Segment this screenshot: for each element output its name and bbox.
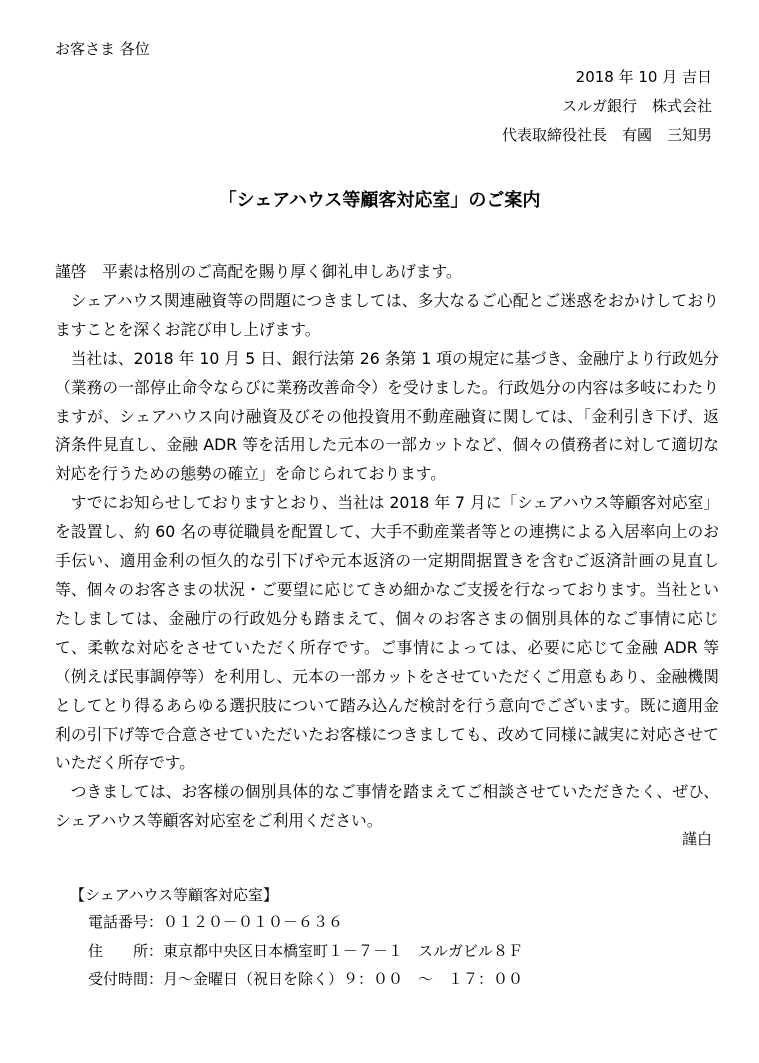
letter-body [55,258,719,836]
consultation-paragraph: つきましては、お客様の個別具体的なご事情を踏まえてご相談させていただきたく、ぜひ、シェアハウス等顧客対応室をご利用ください。 [55,782,719,831]
support-paragraph: すでにお知らせしておりますとおり、当社は 2018 年 7 月に「シェアハウス等顧客対応室」を設置し、約 60 名の専従職員を配置して、大手不動産業者等との連携による入居率向上のお手伝い、適用金利の恒久的な引下げや元本返済の一定期間据置きを含むご返済計画の見直し等、個々のお客さまの状況・ご要望に応じてきめ細かなご支援を行なっております。当社といたしましては、金融庁の行政処分も踏まえて、個々のお客さまの個別具体的なご事情に応じて、柔軟な対応をさせていただく所存です。ご事情によっては、必要に応じて金融 ADR 等（例えば民事調停等）を利用し、元本の一部カットをさせていただくご用意もあり、金融機関としてとり得るあらゆる選択肢について踏み込んだ検討を行う意向でございます。既に適用金利の引下げ等で合意させていただいたお客様につきましても、改めて同様に誠実に対応させていただく所存です。 [55,493,719,773]
issue-date: 2018 年 10 月 吉日 [575,68,712,86]
contact-title: 【シェアハウス等顧客対応室】 [70,886,279,904]
closing-word: 謹白 [681,830,712,848]
apology-paragraph: シェアハウス関連融資等の問題につきましては、多大なるご心配とご迷惑をおかけしておりますことを深くお詫び申し上げます。 [55,290,719,339]
administrative-action-paragraph: 当社は、2018 年 10 月 5 日、銀行法第 26 条第 1 項の規定に基づき、金融庁より行政処分（業務の一部停止命令ならびに業務改善命令）を受けました。行政処分の内容は多岐にわたりますが、シェアハウス向け融資及びその他投資用不動産融資に関しては、「金利引き下げ、返済条件見直し、金融 ADR 等を活用した元本の一部カットなど、個々の債務者に対して適切な対応を行うための態勢の確立」を命じられております。 [55,348,719,484]
representative: 代表取締役社長 有國 三知男 [501,126,712,144]
document-title: 「シェアハウス等顧客対応室」のご案内 [218,190,541,211]
greeting-paragraph: 謹啓 平素は格別のご高配を賜り厚く御礼申しあげます。 [55,262,462,281]
contact-hours: 受付時間：月～金曜日（祝日を除く）９：００ ～ １７：００ [88,970,524,988]
contact-address: 住 所：東京都中央区日本橋室町１－７－１ スルガビル８Ｆ [88,942,524,960]
addressee: お客さま 各位 [55,40,150,58]
contact-phone: 電話番号：０１２０－０１０－６３６ [88,913,344,931]
company-name: スルガ銀行 株式会社 [561,97,712,115]
